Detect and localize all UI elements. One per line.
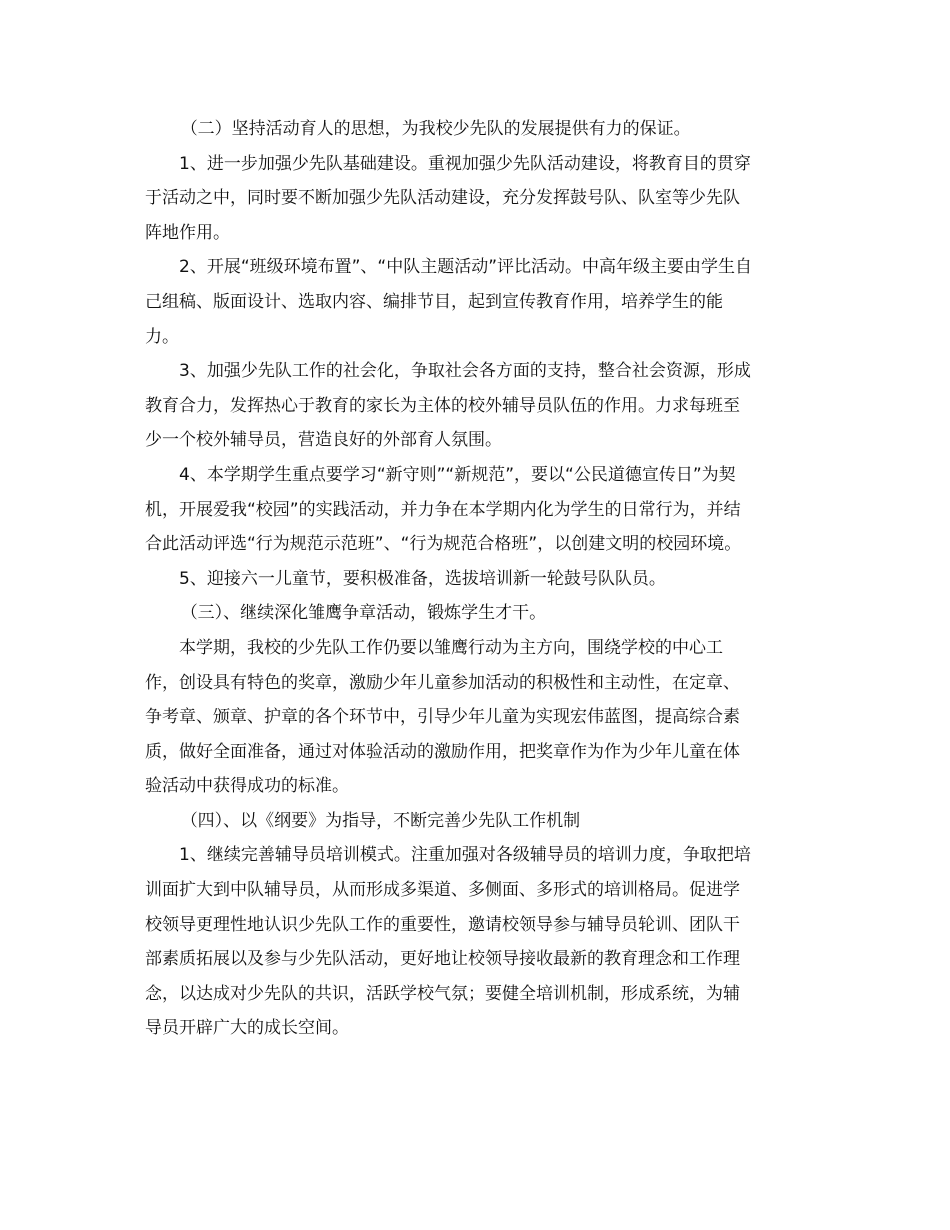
text-line: 于活动之中，同时要不断加强少先队活动建设，充分发挥鼓号队、队室等少先队	[145, 188, 740, 209]
text-line: 5、迎接六一儿童节，要积极准备，选拔培训新一轮鼓号队队员。	[179, 568, 666, 589]
text-line: 争考章、颁章、护章的各个环节中，引导少年儿童为实现宏伟蓝图，提高综合素	[145, 707, 740, 728]
text-line: 3、加强少先队工作的社会化，争取社会各方面的支持，整合社会资源，形成	[179, 361, 751, 382]
text-line: （二）坚持活动育人的思想，为我校少先队的发展提供有力的保证。	[180, 119, 691, 139]
paragraph-item-4-1	[145, 838, 810, 1046]
text-line: 机，开展爱我“校园”的实践活动，并力争在本学期内化为学生的日常行为，并结	[145, 499, 741, 520]
section-4-heading	[145, 804, 810, 839]
document-body	[145, 112, 810, 1046]
text-line: 本学期，我校的少先队工作仍要以雏鹰行动为主方向，围绕学校的中心工	[179, 637, 723, 658]
text-line: 校领导更理性地认识少先队工作的重要性，邀请校领导参与辅导员轮训、团队干	[145, 914, 740, 935]
text-line: 作，创设具有特色的奖章，激励少年儿童参加活动的积极性和主动性，在定章、	[145, 672, 740, 693]
text-line: 1、进一步加强少先队基础建设。重视加强少先队活动建设，将教育目的贯穿	[179, 153, 751, 174]
paragraph-section-3-body	[145, 631, 810, 804]
text-line: 少一个校外辅导员，营造良好的外部育人氛围。	[145, 430, 502, 451]
paragraph-item-2-3	[145, 354, 810, 458]
text-line: 导员开辟广大的成长空间。	[145, 1018, 349, 1039]
paragraph-item-2-5	[145, 562, 810, 597]
text-line: 训面扩大到中队辅导员，从而形成多渠道、多侧面、多形式的培训格局。促进学	[145, 880, 740, 901]
section-3-heading	[145, 596, 810, 631]
text-line: 1、继续完善辅导员培训模式。注重加强对各级辅导员的培训力度，争取把培	[179, 845, 751, 866]
text-line: 阵地作用。	[145, 222, 230, 243]
text-line: 验活动中获得成功的标准。	[145, 776, 349, 797]
paragraph-item-2-4	[145, 458, 810, 562]
text-line: 合此活动评选“行为规范示范班”、“行为规范合格班”，以创建文明的校园环境。	[145, 534, 742, 555]
text-line: 己组稿、版面设计、选取内容、编排节目，起到宣传教育作用，培养学生的能	[145, 291, 723, 312]
text-line: 教育合力，发挥热心于教育的家长为主体的校外辅导员队伍的作用。力求每班至	[145, 395, 740, 416]
text-line: 质，做好全面准备，通过对体验活动的激励作用，把奖章作为作为少年儿童在体	[145, 741, 740, 762]
paragraph-item-2-1	[145, 147, 810, 251]
paragraph-item-2-2	[145, 250, 810, 354]
text-line: 部素质拓展以及参与少先队活动，更好地让校领导接收最新的教育理念和工作理	[145, 949, 740, 970]
text-line: 力。	[145, 326, 179, 347]
text-line: 4、本学期学生重点要学习“新守则”“新规范”，要以“公民道德宣传日”为契	[179, 464, 736, 485]
text-line: 念，以达成对少先队的共识，活跃学校气氛；要健全培训机制，形成系统，为辅	[145, 983, 740, 1004]
text-line: （四）、以《纲要》为指导，不断完善少先队工作机制	[180, 810, 581, 831]
text-line: 2、开展“班级环境布置”、“中队主题活动”评比活动。中高年级主要由学生自	[179, 257, 753, 278]
section-2-heading	[145, 112, 810, 147]
text-line: （三）、继续深化雏鹰争章活动，锻炼学生才干。	[180, 603, 547, 624]
